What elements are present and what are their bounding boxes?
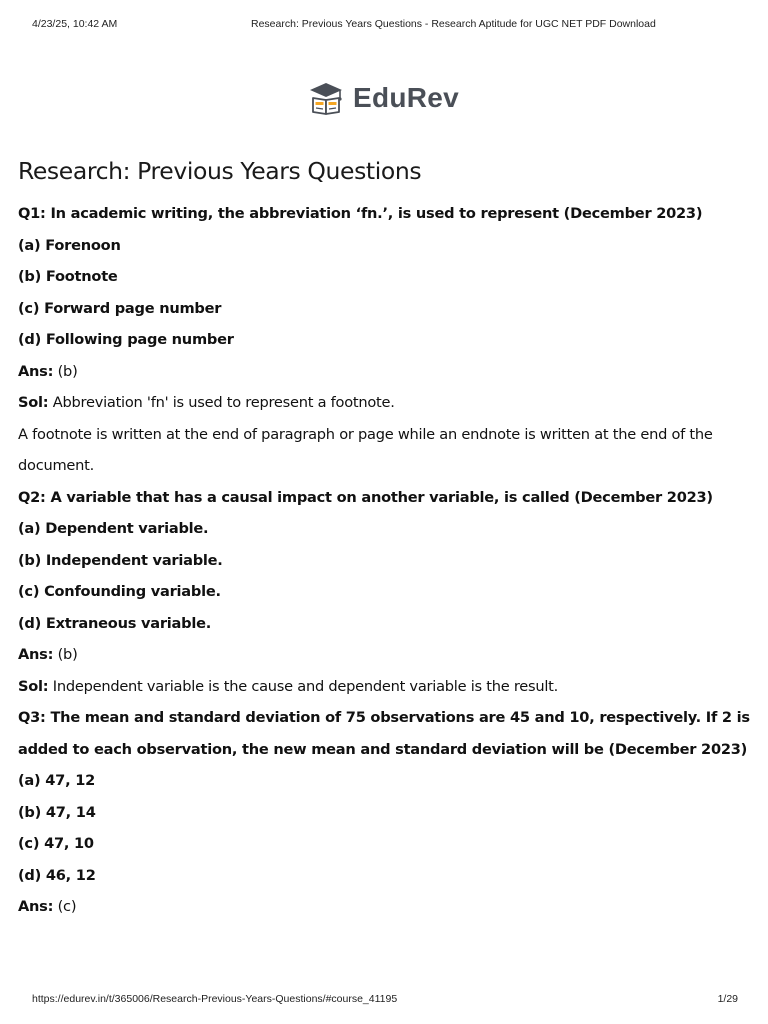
answer-value: (b): [57, 362, 78, 380]
answer-label: Ans:: [18, 646, 54, 663]
solution-text: Independent variable is the cause and dependent variable is the result.: [52, 677, 559, 695]
solution-label: Sol:: [18, 677, 49, 695]
brand-name: EduRev: [353, 82, 460, 113]
q2-option-c: (c) Confounding variable.: [18, 583, 221, 600]
print-footer: [0, 993, 768, 1009]
answer-value: (b): [57, 646, 78, 663]
q3-option-d: (d) 46, 12: [18, 866, 96, 884]
q3-option-b: (b) 47, 14: [18, 803, 96, 821]
answer-value: (c): [57, 898, 77, 915]
answer-label: Ans:: [18, 362, 54, 380]
q1-option-b: (b) Footnote: [18, 268, 118, 285]
q3-answer: [18, 891, 748, 923]
graduation-cap-book-icon: [307, 79, 345, 117]
answer-label: Ans:: [18, 898, 54, 915]
q1-option-c: (c) Forward page number: [18, 299, 222, 317]
print-header: [0, 18, 768, 34]
q1-solution-extra: A footnote is written at the end of paragraph or page while an endnote is written at the end of the document.: [18, 425, 713, 474]
print-datetime: 4/23/25, 10:42 AM: [32, 18, 118, 30]
page-title: Research: Previous Years Questions: [18, 157, 422, 185]
q2-option-a: (a) Dependent variable.: [18, 520, 209, 537]
page-url[interactable]: https://edurev.in/t/365006/Research-Previous-Years-Questions/#course_41195: [32, 993, 398, 1005]
question-3-line-1: Q3: The mean and standard deviation of 75 observations are 45 and 10, respectively. If 2 is: [18, 709, 750, 726]
q3-option-c: (c) 47, 10: [18, 835, 94, 852]
page-number: 1/29: [717, 993, 738, 1005]
print-page-title: Research: Previous Years Questions - Research Aptitude for UGC NET PDF Download: [251, 18, 656, 30]
q2-answer: [18, 639, 748, 671]
solution-label: Sol:: [18, 394, 49, 411]
q1-answer: [18, 356, 748, 388]
q2-solution: [18, 671, 748, 703]
question-1: Q1: In academic writing, the abbreviation ‘fn.’, is used to represent (December 2023): [18, 205, 703, 222]
q1-option-a: (a) Forenoon: [18, 236, 121, 254]
document-body: [18, 154, 748, 923]
edurev-logo[interactable]: [307, 78, 459, 118]
question-3-line-2: added to each observation, the new mean and standard deviation will be (December 2023): [18, 740, 748, 758]
q2-option-b: (b) Independent variable.: [18, 551, 223, 569]
question-2: Q2: A variable that has a causal impact on another variable, is called (December 2023): [18, 488, 713, 506]
q1-solution: [18, 387, 748, 419]
q3-option-a: (a) 47, 12: [18, 772, 96, 789]
solution-text: Abbreviation 'fn' is used to represent a footnote.: [52, 394, 395, 411]
q2-option-d: (d) Extraneous variable.: [18, 614, 212, 632]
q1-option-d: (d) Following page number: [18, 331, 234, 348]
